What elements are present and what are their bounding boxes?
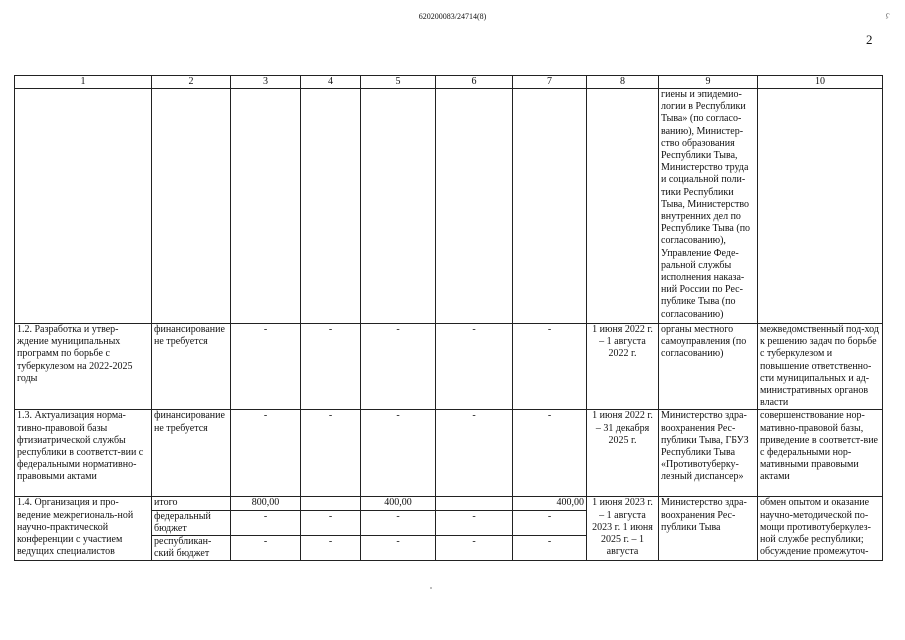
result-cell (758, 497, 883, 561)
result-cell: межведомственный под-ход к решению задач по борьбе с туберкулезом и повышение ответственно-сти муниципальных и ад-министративных органов власти (758, 324, 883, 410)
measure-name: 1.3. Актуализация норма-тивно-правовой базы фтизиатрической службы республики в соответст-вии с федеральными нормативно-правовыми актами (15, 410, 152, 497)
table-cell (15, 89, 152, 324)
funding-source: финансирование не требуется (152, 410, 231, 497)
amount-cell: - (301, 410, 361, 497)
col-number: 7 (513, 76, 587, 89)
plan-table (14, 75, 883, 561)
table-row-1-3 (15, 410, 883, 497)
col-number: 5 (361, 76, 436, 89)
amount-cell: - (436, 510, 513, 535)
measure-name: 1.2. Разработка и утвер-ждение муниципальных программ по борьбе с туберкулезом на 2022-2025 годы (15, 324, 152, 410)
funding-source: федеральный бюджет (152, 510, 231, 535)
term-cell: 1 июня 2022 г. – 1 августа 2022 г. (587, 324, 659, 410)
col-number: 6 (436, 76, 513, 89)
amount-cell: - (436, 410, 513, 497)
amount-cell: - (361, 324, 436, 410)
amount-cell: - (513, 324, 587, 410)
amount-cell: - (301, 536, 361, 561)
amount-cell: - (301, 510, 361, 535)
amount-cell: - (436, 324, 513, 410)
responsible-cell: органы местного самоуправления (по согласованию) (659, 324, 758, 410)
amount-cell: - (361, 510, 436, 535)
term-cell (587, 497, 659, 561)
amount-cell: - (436, 536, 513, 561)
col-number: 1 (15, 76, 152, 89)
table-cell (361, 89, 436, 324)
amount-cell: - (231, 536, 301, 561)
page-number: 2 (866, 32, 873, 47)
clipped-text: 1.4. Организация и про-ведение межрегиональ-ной научно-практической конференции с участием ведущих специалистов (17, 497, 134, 558)
table-cell (231, 89, 301, 324)
amount-cell (436, 497, 513, 510)
amount-cell: 400,00 (361, 497, 436, 510)
col-number: 4 (301, 76, 361, 89)
amount-cell: 400,00 (513, 497, 587, 510)
column-number-row (15, 76, 883, 89)
clipped-text: 1 июня 2023 г. – 1 августа 2023 г. 1 июня 2025 г. – 1 августа (592, 497, 653, 558)
table-cell (301, 89, 361, 324)
col-number: 3 (231, 76, 301, 89)
table-cell (587, 89, 659, 324)
table-cell (436, 89, 513, 324)
amount-cell: - (231, 410, 301, 497)
amount-cell: - (513, 410, 587, 497)
measure-name (15, 497, 152, 561)
scan-speck (430, 587, 432, 589)
amount-cell: - (231, 324, 301, 410)
col-number: 8 (587, 76, 659, 89)
table-cell (758, 89, 883, 324)
col-number: 9 (659, 76, 758, 89)
amount-cell: 800,00 (231, 497, 301, 510)
corner-mark: ç (884, 9, 891, 20)
responsible-cell: Министерство здра-воохранения Рес-публики Тыва, ГБУЗ Республики Тыва «Противотуберку-лезный диспансер» (659, 410, 758, 497)
amount-cell: - (513, 510, 587, 535)
result-cell: совершенствование нор-мативно-правовой базы, приведение в соответст-вие с федеральными нор-мативными правовыми актами (758, 410, 883, 497)
col-number: 2 (152, 76, 231, 89)
amount-cell: - (513, 536, 587, 561)
amount-cell: - (361, 410, 436, 497)
amount-cell: - (301, 324, 361, 410)
table-cell (513, 89, 587, 324)
amount-cell: - (361, 536, 436, 561)
table-row-continuation (15, 89, 883, 324)
amount-cell: - (231, 510, 301, 535)
document-id: 620200083/24714(8) (418, 12, 487, 21)
term-cell: 1 июня 2022 г. – 31 декабря 2025 г. (587, 410, 659, 497)
responsible-cell: Министерство здра-воохранения Рес-публики Тыва (659, 497, 758, 561)
table-cell (152, 89, 231, 324)
table-row-1-4-total (15, 497, 883, 510)
clipped-text: обмен опытом и оказание научно-методической по-мощи противотуберкулез-ной службе республики; обсуждение промежуточ- (760, 497, 871, 558)
funding-source: республикан-ский бюджет (152, 536, 231, 561)
funding-source: финансирование не требуется (152, 324, 231, 410)
col-number: 10 (758, 76, 883, 89)
amount-cell (301, 497, 361, 510)
funding-source: итого (152, 497, 231, 510)
responsible-cell: гиены и эпидемио-логии в Республики Тыва» (по согласо-ванию), Министер-ство образования Республики Тыва, Министерство труда и социальной поли-тики Республики Тыва, Министерство внутренних дел по Республике Тыва (по согласованию), Управление Феде-ральной службы исполнения наказа-ний России по Рес-публике Тыва (по согласованию) (659, 89, 758, 324)
table-row-1-2 (15, 324, 883, 410)
